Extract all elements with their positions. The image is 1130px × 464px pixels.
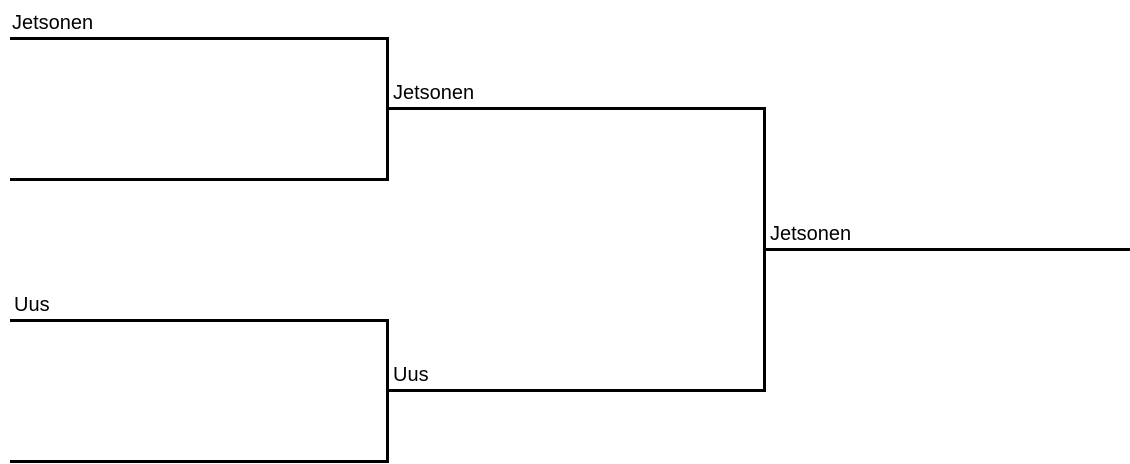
round1-slot2-line	[10, 178, 389, 181]
round2-slot1-line	[386, 107, 766, 110]
round1-slot1-line	[10, 37, 389, 40]
final-winner-label: Jetsonen	[770, 223, 852, 245]
round2-slot2-line	[386, 389, 766, 392]
final-line	[763, 248, 1130, 251]
round1-slot4-line	[10, 460, 389, 463]
round1-slot1-label: Jetsonen	[12, 12, 94, 34]
round1-slot3-label: Uus	[14, 294, 50, 316]
round2-slot2-label: Uus	[393, 364, 429, 386]
round2-slot1-label: Jetsonen	[393, 82, 475, 104]
round1-slot3-line	[10, 319, 389, 322]
